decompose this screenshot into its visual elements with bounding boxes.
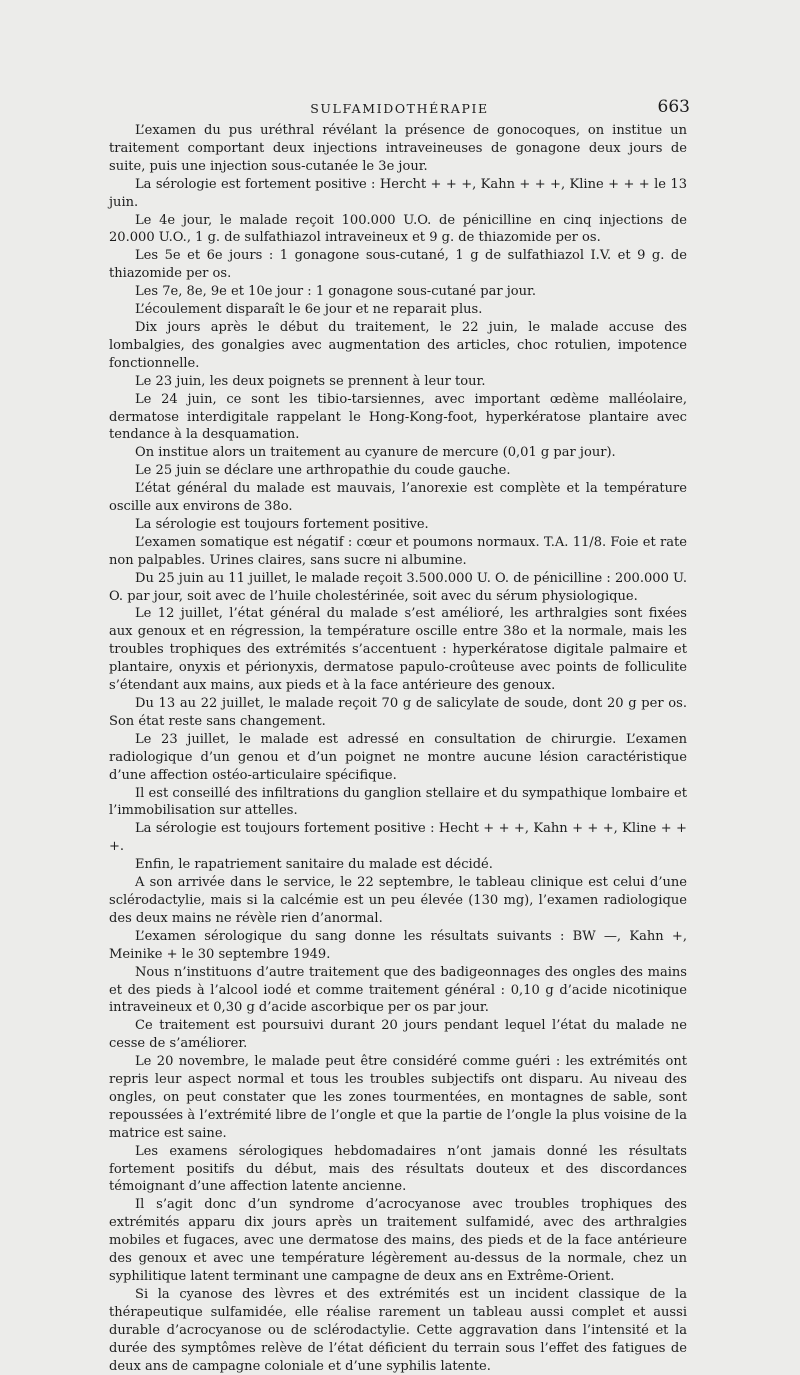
paragraph: La sérologie est fortement positive : Hercht + + +, Kahn + + +, Kline + + + le 13 juin. [109,176,687,210]
paragraph: L’examen sérologique du sang donne les résultats suivants : BW —, Kahn +, Meinike + le 30 septembre 1949. [109,928,687,962]
paragraph: Le 12 juillet, l’état général du malade s’est amélioré, les arthralgies sont fixées aux genoux et en régression, la température oscille entre 38o et la normale, mais les troubles trophiques des extrémités s’accentuent : hyperkératose digitale palmaire et plantaire, onyxis et périonyxis, dermatose papulo-croûteuse avec points de folliculite s’étendant aux mains, aux pieds et à la face antérieure des genoux. [109,606,687,694]
paragraph: A son arrivée dans le service, le 22 septembre, le tableau clinique est celui d’une sclérodactylie, mais si la calcémie est un peu élevée (130 mg), l’examen radiologique des deux mains ne révèle rien d’anormal. [109,875,687,926]
paragraph: L’examen du pus uréthral révélant la présence de gonocoques, on institue un traitement comportant deux injections intraveineuses de gonagone deux jours de suite, puis une injection sous-cutanée le 3e jour. [109,123,687,174]
page-number: 663 [657,97,690,117]
paragraph: Les 5e et 6e jours : 1 gonagone sous-cutané, 1 g de sulfathiazol I.V. et 9 g. de thiazomide per os. [109,248,687,282]
paragraph: L’état général du malade est mauvais, l’anorexie est complète et la température oscille aux environs de 38o. [109,481,687,515]
paragraph: Si la cyanose des lèvres et des extrémités est un incident classique de la thérapeutique sulfamidée, elle réalise rarement un tableau aussi complet et aussi durable d’acrocyanose ou de sclérodactylie. Cette aggravation dans l’intensité et la durée des symptômes relève de l’état déficient du terrain sous l’effet des fatigues de deux ans de campagne coloniale et d’une syphilis latente. [109,1286,687,1374]
paragraph: Le 20 novembre, le malade peut être considéré comme guéri : les extrémités ont repris leur aspect normal et tous les troubles subjectifs ont disparu. Au niveau des ongles, on peut constater que les zones tourmentées, en montagnes de sable, sont repoussées à l’extrémité libre de l’ongle et que la partie de l’ongle la plus voisine de la matrice est saine. [109,1054,687,1141]
paragraph: Nous n’instituons d’autre traitement que des badigeonnages des ongles des mains et des pieds à l’alcool iodé et comme traitement général : 0,10 g d’acide nicotinique intraveineux et 0,30 g d’acide ascorbique per os par jour. [109,964,687,1016]
paragraph: Il est conseillé des infiltrations du ganglion stellaire et du sympathique lombaire et l’immobilisation sur attelles. [109,785,687,819]
paragraph: La sérologie est toujours fortement positive : Hecht + + +, Kahn + + +, Kline + + +. [109,821,687,855]
paragraph: Le 25 juin se déclare une arthropathie du coude gauche. [135,463,511,479]
paragraph: Ce traitement est poursuivi durant 20 jours pendant lequel l’état du malade ne cesse de s’améliorer. [109,1018,687,1052]
paragraph: Le 23 juin, les deux poignets se prennent à leur tour. [135,373,486,389]
paragraph: L’examen somatique est négatif : cœur et poumons normaux. T.A. 11/8. Foie et rate non palpables. Urines claires, sans sucre ni albumine. [109,534,687,568]
running-title: SULFAMIDOTHÉRAPIE [310,101,489,116]
paragraph: Du 13 au 22 juillet, le malade reçoit 70 g de salicylate de soude, dont 20 g per os. Son état reste sans changement. [109,696,687,729]
paragraph: Dix jours après le début du traitement, le 22 juin, le malade accuse des lombalgies, des gonalgies avec augmentation des articles, choc rotulien, impotence fonctionnelle. [109,319,687,371]
paragraph: Enfin, le rapatriement sanitaire du malade est décidé. [135,857,493,873]
paragraph: Les 7e, 8e, 9e et 10e jour : 1 gonagone sous-cutané par jour. [135,284,536,300]
paragraph: La sérologie est toujours fortement positive. [135,516,429,532]
page-header [109,98,690,120]
paragraph: Les examens sérologiques hebdomadaires n’ont jamais donné les résultats fortement positifs du début, mais des résultats douteux et des discordances témoignant d’une affection latente ancienne. [109,1143,687,1195]
paragraph: L’écoulement disparaît le 6e jour et ne reparait plus. [135,302,483,318]
paragraph: Le 4e jour, le malade reçoit 100.000 U.O. de pénicilline en cinq injections de 20.000 U.O., 1 g. de sulfathiazol intraveineux et 9 g. de thiazomide per os. [109,212,687,246]
paragraph: Le 24 juin, ce sont les tibio-tarsiennes, avec important œdème malléolaire, dermatose interdigitale rappelant le Hong-Kong-foot, hyperkératose plantaire avec tendance à la desquamation. [109,391,687,443]
body-text [109,122,687,1375]
paragraph: Le 23 juillet, le malade est adressé en consultation de chirurgie. L’examen radiologique d’un genou et d’un poignet ne montre aucune lésion caractéristique d’une affection ostéo-articulaire spécifique. [109,731,687,783]
paragraph: Du 25 juin au 11 juillet, le malade reçoit 3.500.000 U. O. de pénicilline : 200.000 U. O. par jour, soit avec de l’huile cholestérinée, soit avec du sérum physiologique. [109,570,687,604]
paragraph: On institue alors un traitement au cyanure de mercure (0,01 g par jour). [135,445,616,461]
paragraph: Il s’agit donc d’un syndrome d’acrocyanose avec troubles trophiques des extrémités apparu dix jours après un traitement sulfamidé, avec des arthralgies mobiles et fugaces, avec une dermatose des mains, des pieds et de la face antérieure des genoux et avec une température légèrement au-dessus de la normale, chez un syphilitique latent terminant une campagne de deux ans en Extrême-Orient. [109,1197,687,1284]
